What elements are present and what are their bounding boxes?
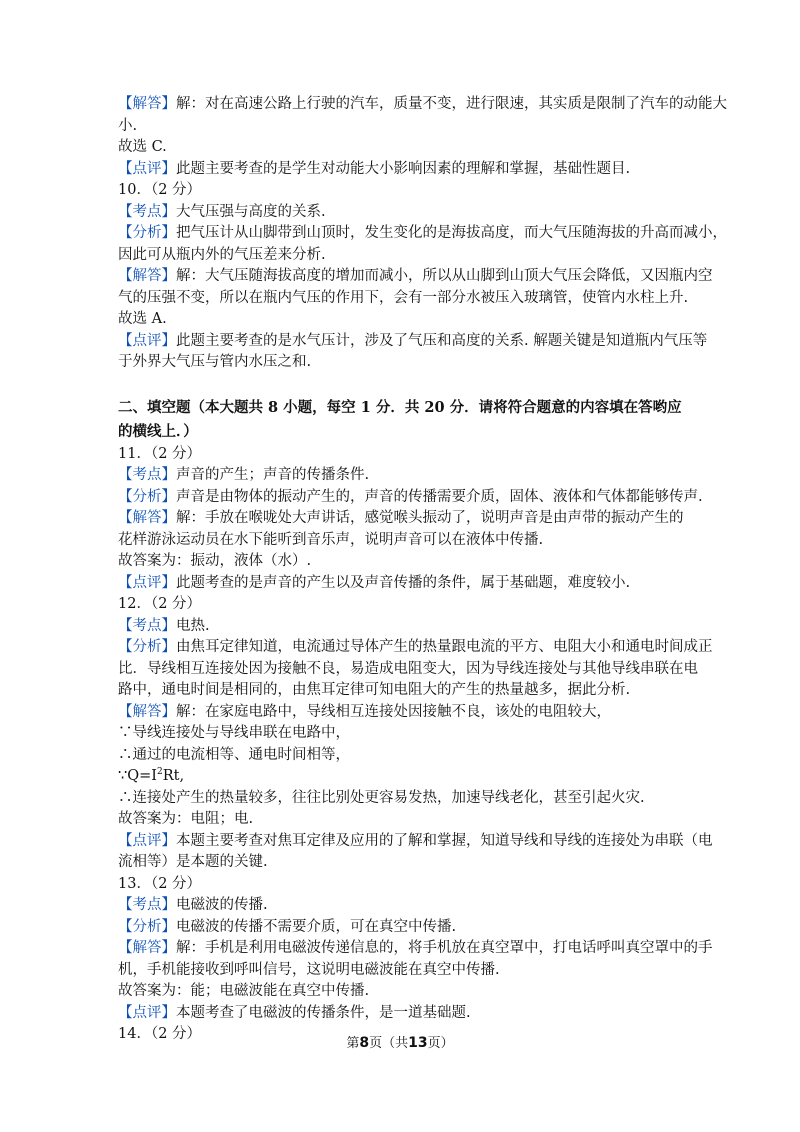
text-line: 故答案为：能；电磁波能在真空中传播. [118,983,370,999]
analysis-tag: 【分析】 [118,639,176,655]
text-line: 【考点】电磁波的传播. [118,897,268,913]
text-line: 于外界大气压与管内水压之和. [118,354,312,370]
spacer [118,374,686,396]
text-line: 【解答】解：手放在喉咙处大声讲话，感觉喉头振动了，说明声音是由声带的振动产生的 [118,510,684,526]
point-tag: 【考点】 [118,897,176,913]
text-line: 【点评】本题考查了电磁波的传播条件，是一道基础题. [118,1004,471,1021]
text-line: 故选 A. [118,311,167,327]
point-tag: 【考点】 [118,467,176,483]
comment-tag: 【点评】 [118,160,176,177]
analysis-tag: 【分析】 [118,225,176,241]
text-line: 【分析】把气压计从山脚带到山顶时，发生变化的是海拔高度，而大气压随海拔的升高而减小， [118,225,727,241]
text-line: 【解答】解：对在高速公路上行驶的汽车，质量不变，进行限速，其实质是限制了汽车的动能大 [118,96,727,112]
text-line: 【考点】电热. [118,617,210,634]
text-line: 小. [118,117,138,134]
section-heading: 二、填空题（本大题共 8 小题，每空 1 分．共 20 分．请将符合题意的内容填在答哟应的横线上．） [118,398,682,440]
text-line: 故答案为：电阻；电. [118,811,254,827]
text-line: ∴通过的电流相等、通电时间相等， [118,746,350,763]
question-number: 14．（2 分） [118,1026,202,1042]
answer-tag: 【解答】 [118,268,176,284]
text-line: 花样游泳运动员在水下能听到音乐声，说明声音可以在液体中传播. [118,531,544,548]
answer-tag: 【解答】 [118,510,176,526]
page-number: 8 [359,1035,370,1051]
text-line: 【考点】声音的产生；声音的传播条件. [118,467,370,483]
text-line: 【解答】解：在家庭电路中，导线相互连接处因接触不良，该处的电阻较大， [118,703,611,720]
text-line: 故选 C. [118,139,167,155]
answer-tag: 【解答】 [118,96,176,112]
question-number: 11．（2 分） [118,445,202,462]
answer-tag: 【解答】 [118,703,176,720]
text-line: 流相等）是本题的关键. [118,854,268,870]
analysis-tag: 【分析】 [118,918,176,935]
comment-tag: 【点评】 [118,332,176,349]
comment-tag: 【点评】 [118,1004,176,1021]
document-body [118,94,727,1046]
text-line: ∴连接处产生的热量较多，往往比别处更容易发热，加速导线老化，甚至引起火灾. [118,789,645,806]
text-line: 【分析】声音是由物体的振动产生的，声音的传播需要介质，固体、液体和气体都能够传声. [118,488,703,505]
comment-tag: 【点评】 [118,832,176,849]
text-line: 比．导线相互连接处因为接触不良，易造成电阻变大，因为导线连接处与其他导线串联在电 [118,660,698,677]
text-line: 【点评】此题主要考查的是学生对动能大小影响因素的理解和掌握，基础性题目. [118,160,631,177]
question-number: 13．（2 分） [118,875,202,892]
point-tag: 【考点】 [118,203,176,220]
text-line: 气的压强不变，所以在瓶内气压的作用下，会有一部分水被压入玻璃管，使管内水柱上升. [118,289,689,306]
text-line: 因此可从瓶内外的气压差来分析. [118,246,326,263]
text-line: 【分析】电磁波的传播不需要介质，可在真空中传播. [118,918,457,935]
total-pages: 13 [408,1035,428,1051]
page-footer: 第8页（共13页） [346,1035,454,1051]
text-line: 【分析】由焦耳定律知道，电流通过导体产生的热量跟电流的平方、电阻大小和通电时间成正 [118,639,713,655]
text-line: 故答案为：振动，液体（水）. [118,553,312,569]
text-line: 【解答】解：手机是利用电磁波传递信息的，将手机放在真空罩中，打电话呼叫真空罩中的手 [118,940,713,956]
text-line: 机，手机能接收到呼叫信号，这说明电磁波能在真空中传播. [118,961,500,978]
text-line: 【考点】大气压强与高度的关系. [118,203,326,220]
formula-line: $\because Q=I^2Rt$, [118,767,185,784]
text-line: 【点评】此题主要考查的是水气压计，涉及了气压和高度的关系. 解题关键是知道瓶内气压等 [118,332,708,349]
text-line: ∵导线连接处与导线串联在电路中， [118,725,350,741]
question-number: 12．（2 分） [118,596,202,612]
analysis-tag: 【分析】 [118,488,176,505]
answer-tag: 【解答】 [118,940,176,956]
text-line: 【点评】本题主要考查对焦耳定律及应用的了解和掌握，知道导线和导线的连接处为串联（电 [118,832,713,849]
text-line: 【解答】解：大气压随海拔高度的增加而减小，所以从山脚到山顶大气压会降低，又因瓶内空 [118,268,713,284]
text-line: 路中，通电时间是相同的，由焦耳定律可知电阻大的产生的热量越多，据此分析. [118,682,631,698]
text-line: 【点评】此题考查的是声音的产生以及声音传播的条件，属于基础题，难度较小. [118,574,631,591]
point-tag: 【考点】 [118,617,176,634]
comment-tag: 【点评】 [118,574,176,591]
question-number: 10．（2 分） [118,182,202,198]
